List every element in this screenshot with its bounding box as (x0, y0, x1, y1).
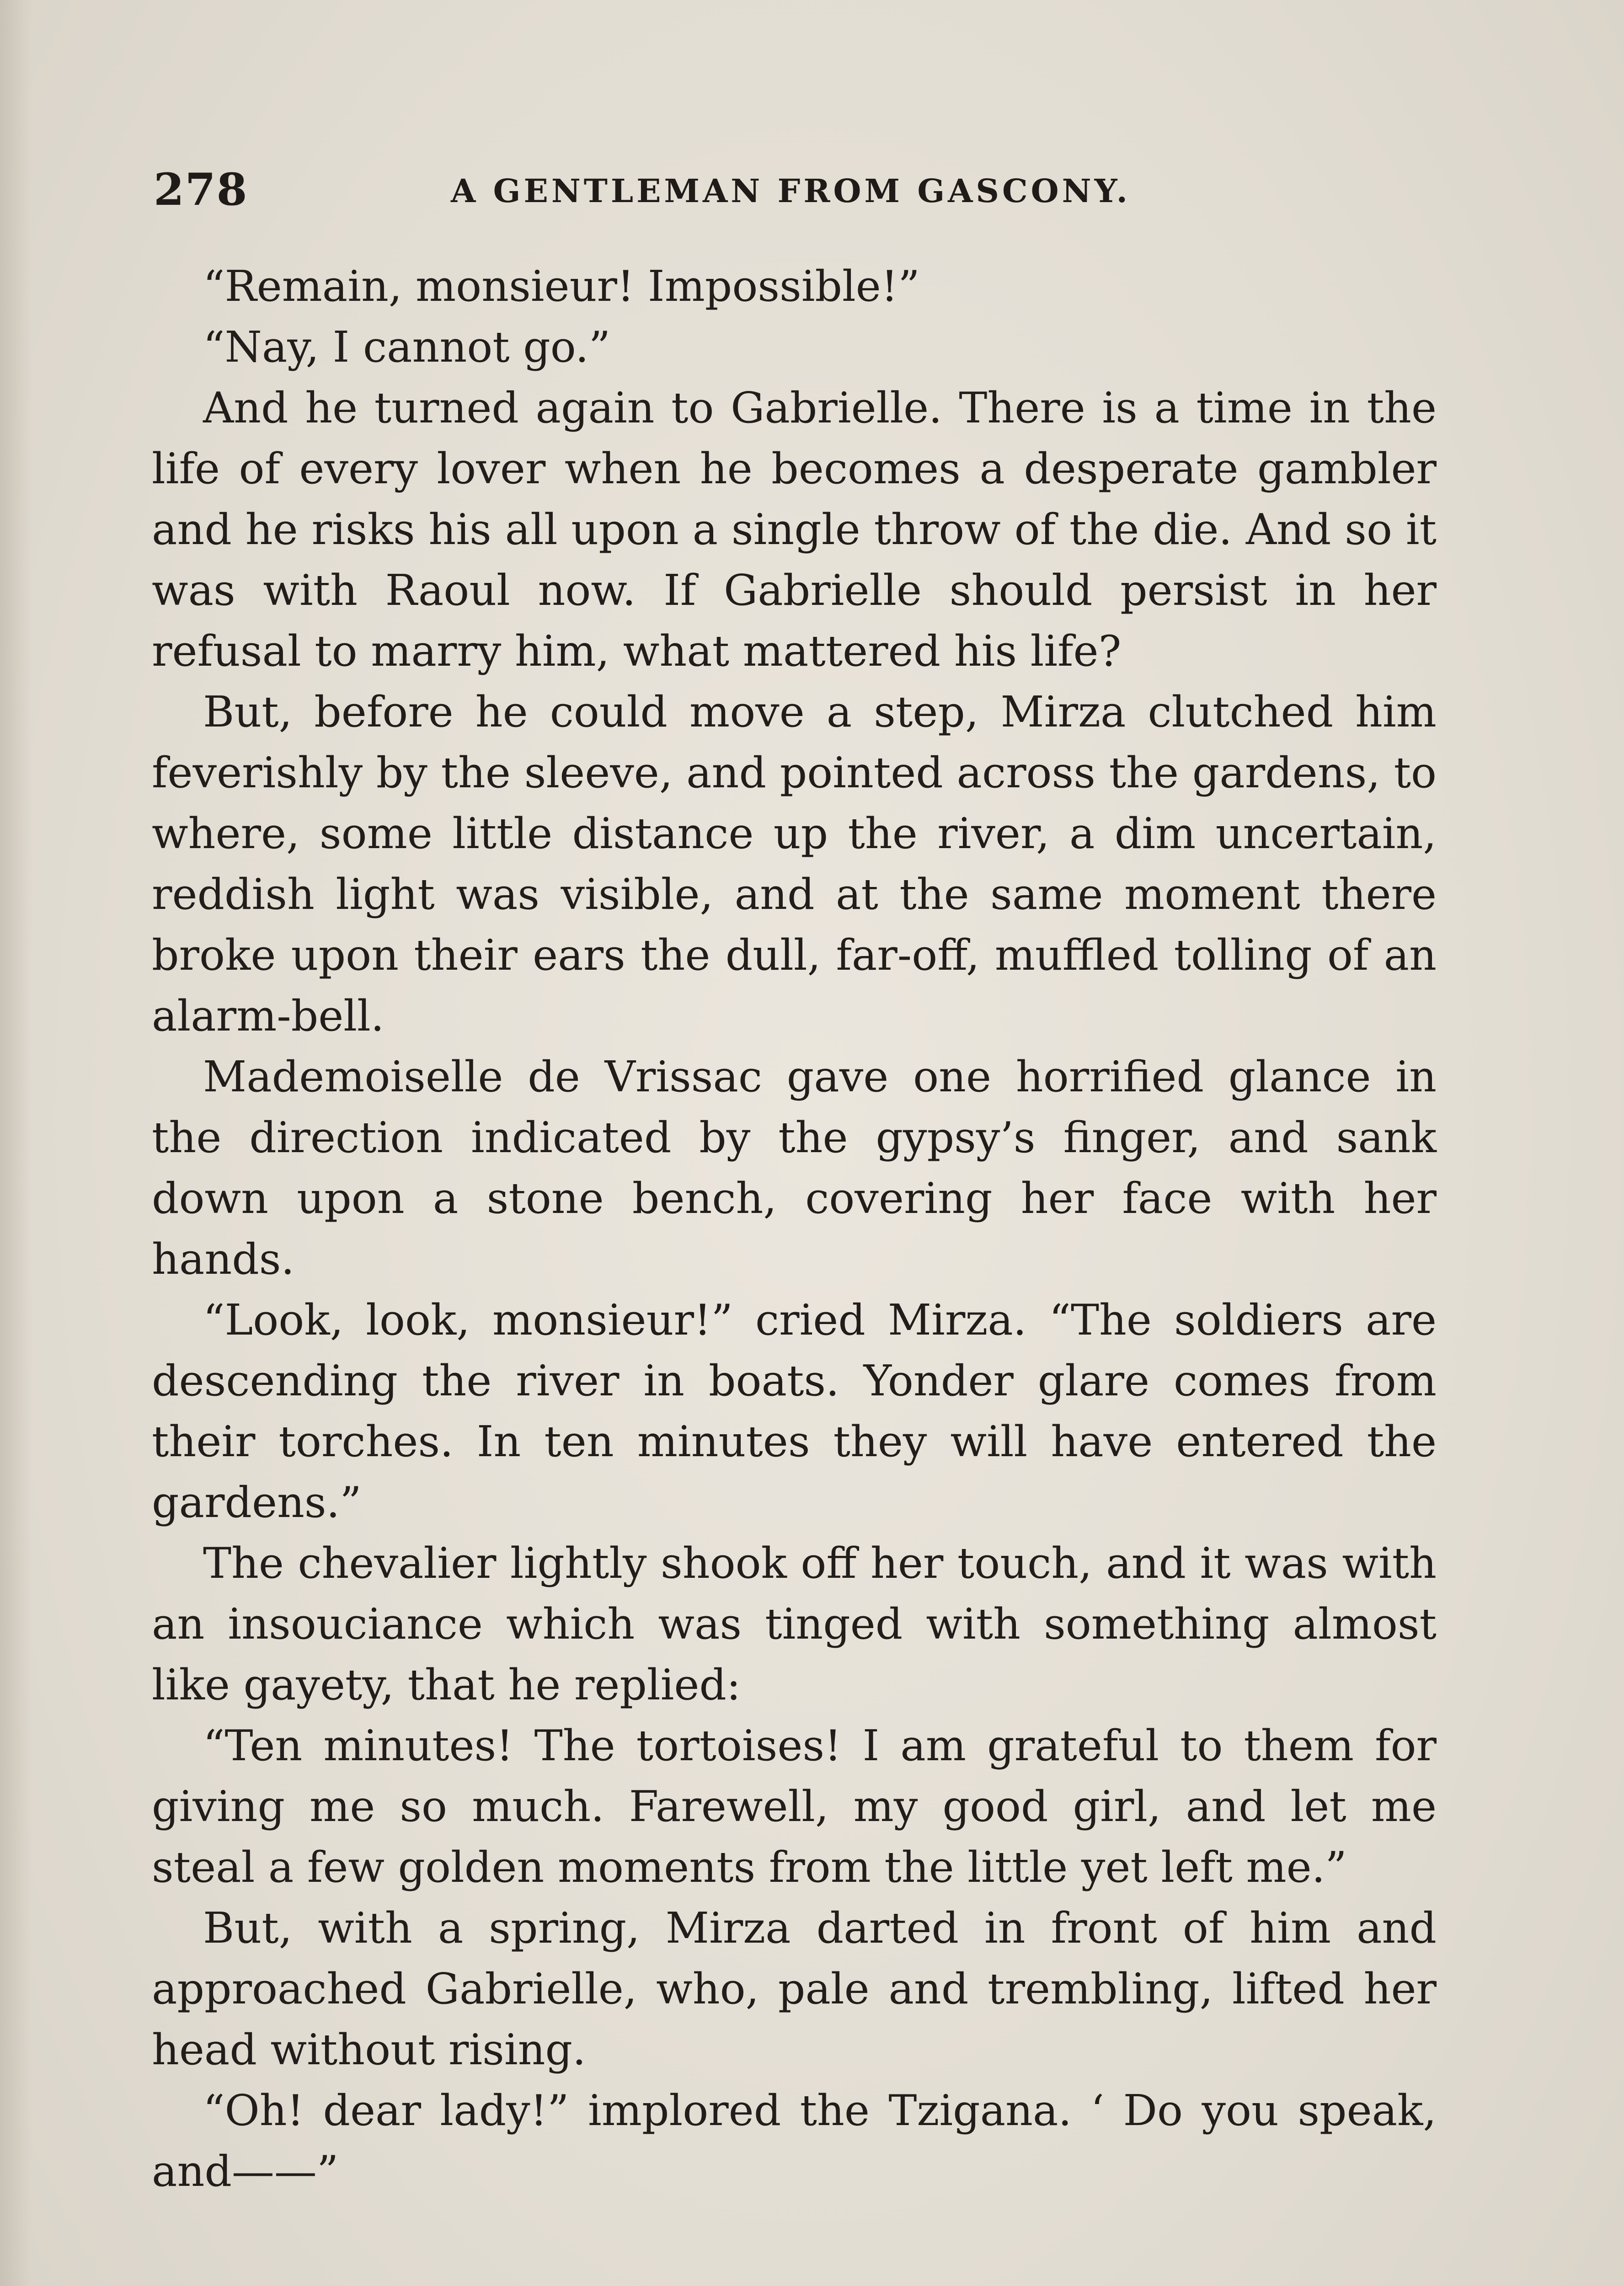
paragraph: “Oh! dear lady!” implored the Tzigana. ‘ Do you speak, and——” (152, 2086, 1437, 2196)
body-text (152, 256, 1437, 2202)
paragraph: And he turned again to Gabrielle. There is a time in the life of every lover when he becomes a desperate gambler and he risks his all upon a single throw of the die. And so it was with Raoul now. If Gabrielle should persist in her refusal to marry him, what mattered his life? (152, 383, 1437, 676)
page-number: 278 (154, 164, 248, 215)
binding-shadow (0, 0, 32, 2286)
paragraph: “Remain, monsieur! Impossible!” (203, 262, 920, 311)
paragraph: “Nay, I cannot go.” (203, 322, 611, 372)
paragraph: “Look, look, monsieur!” cried Mirza. “The soldiers are descending the river in boats. Yonder glare comes from their torches. In ten minutes they will have entered the gardens.” (152, 1295, 1437, 1527)
paragraph: But, before he could move a step, Mirza clutched him feverishly by the sleeve, and pointed across the gardens, to where, some little distance up the river, a dim uncertain, reddish light was visible, and at the same moment there broke upon their ears the dull, far-off, muffled tolling of an alarm-bell. (152, 687, 1437, 1041)
paragraph: “Ten minutes! The tortoises! I am grateful to them for giving me so much. Farewell, my good girl, and let me steal a few golden moments from the little yet left me.” (152, 1721, 1437, 1892)
paragraph: The chevalier lightly shook off her touch, and it was with an insouciance which was tinged with something almost like gayety, that he replied: (152, 1538, 1437, 1709)
paragraph: But, with a spring, Mirza darted in front of him and approached Gabrielle, who, pale and trembling, lifted her head without rising. (152, 1903, 1437, 2074)
page-header (154, 160, 1434, 215)
running-title: A GENTLEMAN FROM GASCONY. (451, 172, 1131, 210)
paragraph: Mademoiselle de Vrissac gave one horrified glance in the direction indicated by the gypsy’s finger, and sank down upon a stone bench, covering her face with her hands. (152, 1052, 1437, 1284)
